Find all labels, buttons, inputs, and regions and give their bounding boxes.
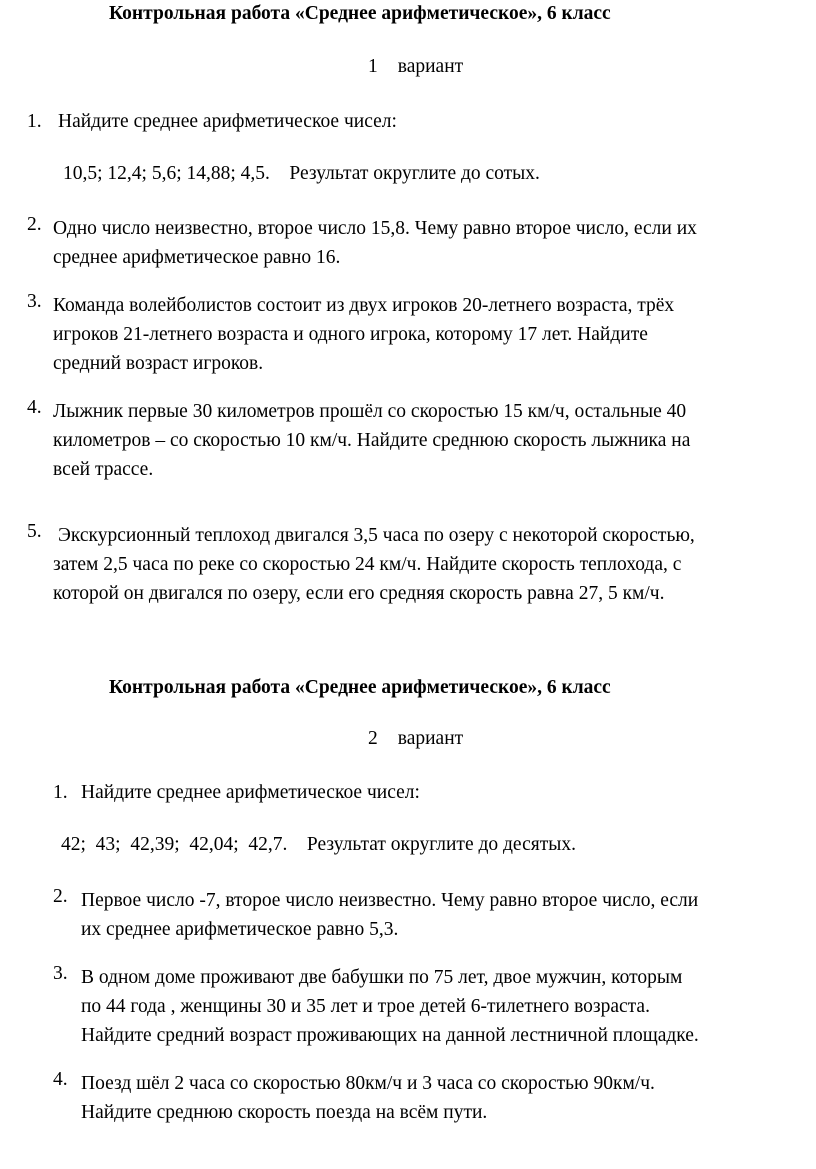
v1-task2-line: среднее арифметическое равно 16. <box>53 247 341 268</box>
v2-task4-number: 4. <box>53 1069 68 1090</box>
v1-task3-line: средний возраст игроков. <box>53 353 264 374</box>
v1-task1-number: 1. <box>27 111 42 132</box>
v2-task2-number: 2. <box>53 886 68 907</box>
variant2-label: вариант <box>397 728 464 749</box>
v1-task3-line: Команда волейболистов состоит из двух игроков 20-летнего возраста, трёх <box>53 295 675 316</box>
v2-task2-text <box>81 886 698 944</box>
variant1-title: Контрольная работа «Среднее арифметическое», 6 класс <box>109 3 611 24</box>
v1-task5-line: Экскурсионный теплоход двигался 3,5 часа по озеру с некоторой скоростью, <box>58 525 695 546</box>
v1-task5-number: 5. <box>27 521 42 542</box>
v2-task3-text <box>81 963 699 1050</box>
v1-task1-numbers: 10,5; 12,4; 5,6; 14,88; 4,5. Результат округлите до сотых. <box>63 163 540 184</box>
variant1-heading <box>368 56 463 78</box>
variant2-heading <box>368 728 463 750</box>
v2-task1-number: 1. <box>53 782 68 803</box>
v2-task2-line: Первое число -7, второе число неизвестно. Чему равно второе число, если <box>81 890 699 911</box>
v2-task1-numbers: 42; 43; 42,39; 42,04; 42,7. Результат округлите до десятых. <box>61 834 576 855</box>
v2-task4-line: Найдите среднюю скорость поезда на всём пути. <box>81 1102 488 1123</box>
v1-task1-text: Найдите среднее арифметическое чисел: <box>58 111 397 132</box>
v2-task4-line: Поезд шёл 2 часа со скоростью 80км/ч и 3 часа со скоростью 90км/ч. <box>81 1073 655 1094</box>
v2-task3-line: по 44 года , женщины 30 и 35 лет и трое детей 6-тилетнего возраста. <box>81 996 650 1017</box>
variant1-label: вариант <box>397 56 464 77</box>
v1-task2-line: Одно число неизвестно, второе число 15,8. Чему равно второе число, если их <box>53 218 697 239</box>
variant2-number: 2 <box>368 728 378 749</box>
v1-task5-text <box>53 521 695 608</box>
variant1-number: 1 <box>368 56 378 77</box>
v2-task4-text <box>81 1069 655 1127</box>
v1-task4-line: километров – со скоростью 10 км/ч. Найдите среднюю скорость лыжника на <box>53 430 691 451</box>
v1-task3-text <box>53 291 674 378</box>
v1-task5-line: затем 2,5 часа по реке со скоростью 24 км/ч. Найдите скорость теплохода, с <box>53 554 682 575</box>
v1-task4-line: всей трассе. <box>53 459 154 480</box>
v1-task2-text <box>53 214 697 272</box>
v2-task3-line: В одном доме проживают две бабушки по 75 лет, двое мужчин, которым <box>81 967 683 988</box>
v1-task4-line: Лыжник первые 30 километров прошёл со скоростью 15 км/ч, остальные 40 <box>53 401 687 422</box>
v1-task4-text <box>53 397 690 484</box>
v2-task2-line: их среднее арифметическое равно 5,3. <box>81 919 399 940</box>
v1-task3-line: игроков 21-летнего возраста и одного игрока, которому 17 лет. Найдите <box>53 324 648 345</box>
v1-task3-number: 3. <box>27 291 42 312</box>
v1-task4-number: 4. <box>27 397 42 418</box>
variant2-title: Контрольная работа «Среднее арифметическое», 6 класс <box>109 677 611 698</box>
v1-task2-number: 2. <box>27 214 42 235</box>
v1-task5-line: которой он двигался по озеру, если его средняя скорость равна 27, 5 км/ч. <box>53 583 665 604</box>
v2-task3-number: 3. <box>53 963 68 984</box>
v2-task3-line: Найдите средний возраст проживающих на данной лестничной площадке. <box>81 1025 699 1046</box>
v2-task1-text: Найдите среднее арифметическое чисел: <box>81 782 420 803</box>
